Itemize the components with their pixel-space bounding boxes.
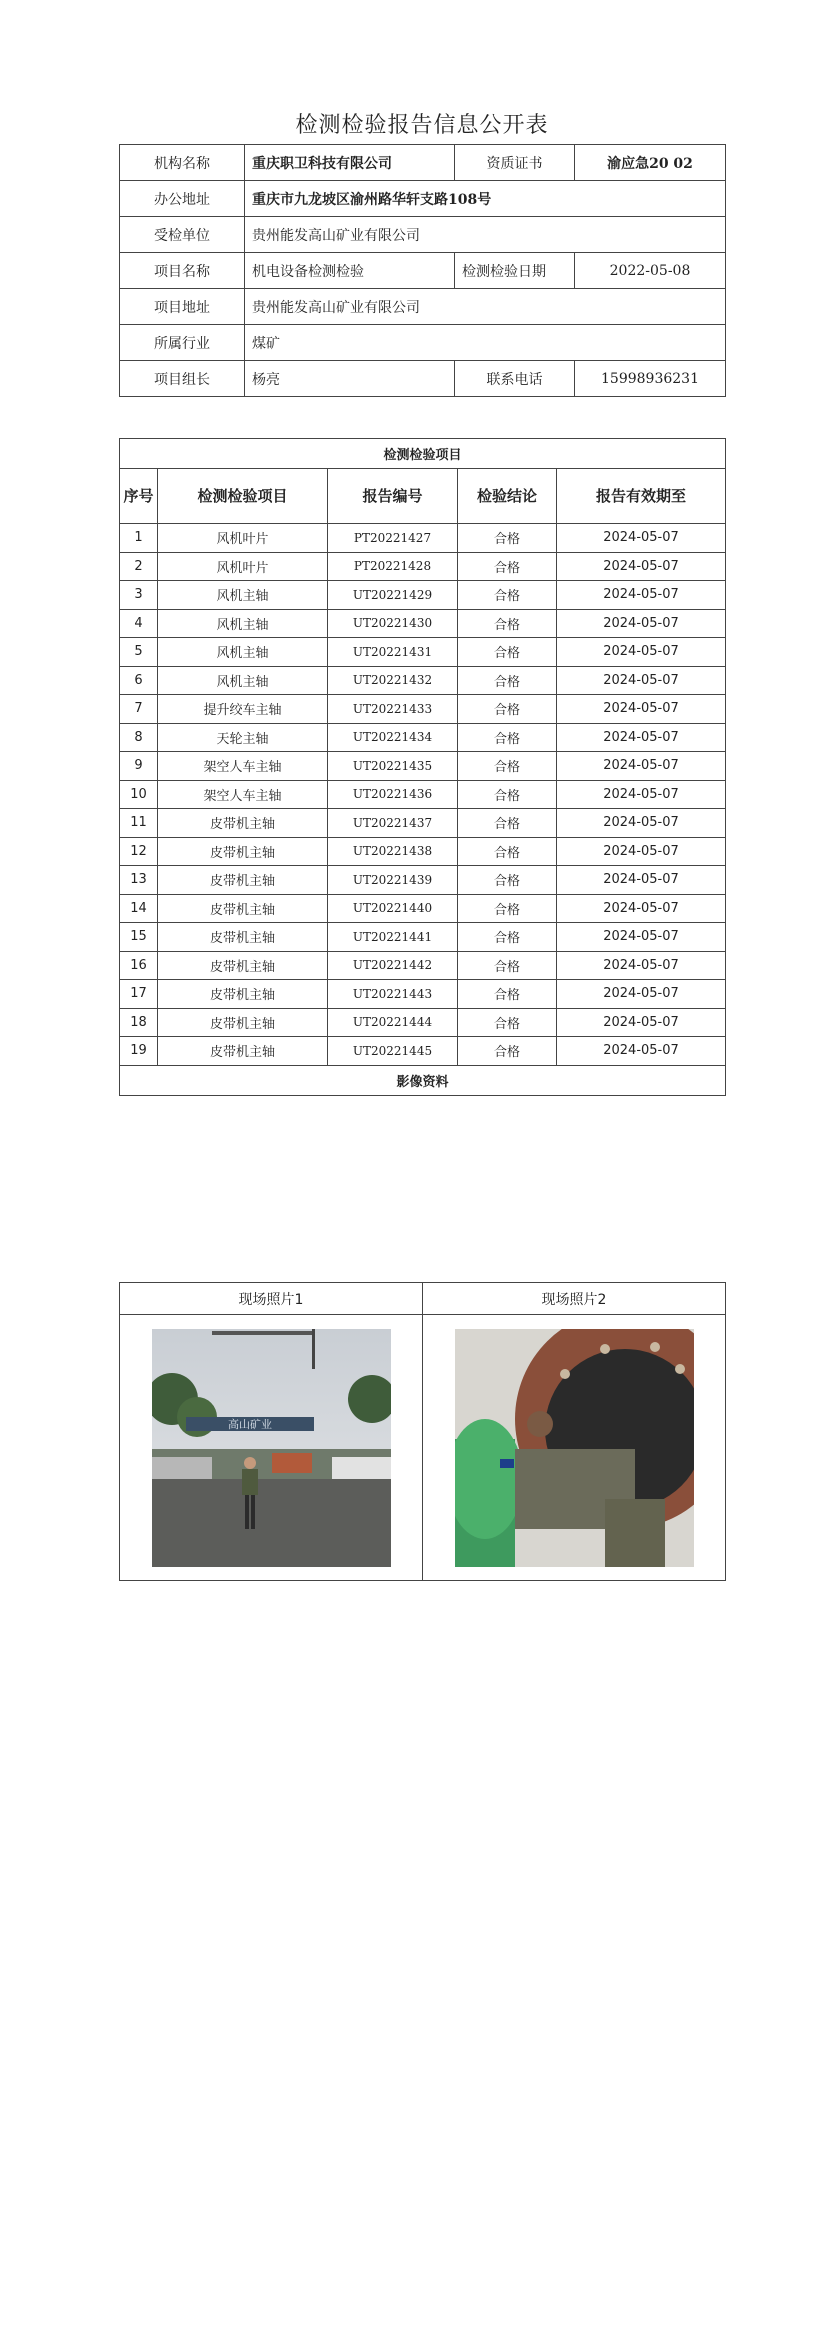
row-result: 合格 bbox=[458, 980, 557, 1009]
row-result: 合格 bbox=[458, 609, 557, 638]
table-row bbox=[120, 780, 726, 809]
office-label: 办公地址 bbox=[120, 181, 245, 217]
table-row bbox=[120, 638, 726, 667]
item-rows bbox=[120, 524, 726, 1066]
table-row bbox=[120, 581, 726, 610]
row-valid: 2024-05-07 bbox=[557, 723, 726, 752]
row-valid: 2024-05-07 bbox=[557, 581, 726, 610]
row-result: 合格 bbox=[458, 951, 557, 980]
row-item: 架空人车主轴 bbox=[158, 752, 328, 781]
row-item: 皮带机主轴 bbox=[158, 923, 328, 952]
row-seq: 8 bbox=[120, 723, 158, 752]
row-item: 皮带机主轴 bbox=[158, 1037, 328, 1066]
table-row bbox=[120, 695, 726, 724]
table-row bbox=[120, 837, 726, 866]
row-code: UT20221444 bbox=[328, 1008, 458, 1037]
row-item: 皮带机主轴 bbox=[158, 951, 328, 980]
project-label: 项目名称 bbox=[120, 253, 245, 289]
row-valid: 2024-05-07 bbox=[557, 524, 726, 553]
row-seq: 10 bbox=[120, 780, 158, 809]
row-seq: 11 bbox=[120, 809, 158, 838]
row-valid: 2024-05-07 bbox=[557, 894, 726, 923]
row-seq: 7 bbox=[120, 695, 158, 724]
row-item: 风机主轴 bbox=[158, 638, 328, 667]
row-result: 合格 bbox=[458, 1037, 557, 1066]
org-value: 重庆职卫科技有限公司 bbox=[245, 145, 455, 181]
row-item: 提升绞车主轴 bbox=[158, 695, 328, 724]
row-code: UT20221432 bbox=[328, 666, 458, 695]
row-result: 合格 bbox=[458, 723, 557, 752]
row-valid: 2024-05-07 bbox=[557, 552, 726, 581]
photo1-caption: 现场照片1 bbox=[120, 1283, 423, 1315]
info-table bbox=[119, 144, 726, 397]
row-item: 风机主轴 bbox=[158, 581, 328, 610]
row-item: 风机叶片 bbox=[158, 524, 328, 553]
row-seq: 5 bbox=[120, 638, 158, 667]
row-code: PT20221428 bbox=[328, 552, 458, 581]
photo2-caption: 现场照片2 bbox=[423, 1283, 726, 1315]
row-result: 合格 bbox=[458, 866, 557, 895]
row-code: UT20221430 bbox=[328, 609, 458, 638]
row-seq: 6 bbox=[120, 666, 158, 695]
office-value: 重庆市九龙坡区渝州路华轩支路108号 bbox=[245, 181, 726, 217]
row-result: 合格 bbox=[458, 894, 557, 923]
row-code: UT20221442 bbox=[328, 951, 458, 980]
date-value: 2022-05-08 bbox=[575, 253, 726, 289]
row-seq: 1 bbox=[120, 524, 158, 553]
row-valid: 2024-05-07 bbox=[557, 752, 726, 781]
row-code: PT20221427 bbox=[328, 524, 458, 553]
row-result: 合格 bbox=[458, 780, 557, 809]
items-table bbox=[119, 438, 726, 1096]
row-item: 皮带机主轴 bbox=[158, 837, 328, 866]
row-result: 合格 bbox=[458, 695, 557, 724]
row-valid: 2024-05-07 bbox=[557, 951, 726, 980]
row-seq: 12 bbox=[120, 837, 158, 866]
table-row bbox=[120, 723, 726, 752]
sign-text: 高山矿业 bbox=[227, 1417, 272, 1431]
row-seq: 16 bbox=[120, 951, 158, 980]
row-item: 皮带机主轴 bbox=[158, 980, 328, 1009]
row-item: 风机主轴 bbox=[158, 666, 328, 695]
table-row bbox=[120, 923, 726, 952]
table-row bbox=[120, 666, 726, 695]
project-value: 机电设备检测检验 bbox=[245, 253, 455, 289]
row-valid: 2024-05-07 bbox=[557, 638, 726, 667]
table-row bbox=[120, 809, 726, 838]
table-row bbox=[120, 980, 726, 1009]
table-row bbox=[120, 1037, 726, 1066]
row-seq: 9 bbox=[120, 752, 158, 781]
header-valid: 报告有效期至 bbox=[557, 469, 726, 524]
cert-label: 资质证书 bbox=[455, 145, 575, 181]
row-code: UT20221436 bbox=[328, 780, 458, 809]
row-code: UT20221431 bbox=[328, 638, 458, 667]
row-result: 合格 bbox=[458, 524, 557, 553]
row-result: 合格 bbox=[458, 666, 557, 695]
table-row bbox=[120, 552, 726, 581]
leader-value: 杨亮 bbox=[245, 361, 455, 397]
row-code: UT20221438 bbox=[328, 837, 458, 866]
address-label: 项目地址 bbox=[120, 289, 245, 325]
row-valid: 2024-05-07 bbox=[557, 866, 726, 895]
row-result: 合格 bbox=[458, 638, 557, 667]
row-result: 合格 bbox=[458, 581, 557, 610]
table-row bbox=[120, 894, 726, 923]
row-valid: 2024-05-07 bbox=[557, 923, 726, 952]
industry-label: 所属行业 bbox=[120, 325, 245, 361]
row-item: 皮带机主轴 bbox=[158, 894, 328, 923]
row-valid: 2024-05-07 bbox=[557, 780, 726, 809]
row-result: 合格 bbox=[458, 752, 557, 781]
row-code: UT20221440 bbox=[328, 894, 458, 923]
row-seq: 13 bbox=[120, 866, 158, 895]
row-item: 皮带机主轴 bbox=[158, 1008, 328, 1037]
site-photo-2 bbox=[455, 1329, 694, 1567]
row-result: 合格 bbox=[458, 1008, 557, 1037]
row-code: UT20221439 bbox=[328, 866, 458, 895]
table-row bbox=[120, 752, 726, 781]
header-result: 检验结论 bbox=[458, 469, 557, 524]
header-seq: 序号 bbox=[120, 469, 158, 524]
date-label: 检测检验日期 bbox=[455, 253, 575, 289]
row-result: 合格 bbox=[458, 809, 557, 838]
image-section-title: 影像资料 bbox=[120, 1065, 726, 1095]
client-label: 受检单位 bbox=[120, 217, 245, 253]
row-code: UT20221433 bbox=[328, 695, 458, 724]
row-code: UT20221429 bbox=[328, 581, 458, 610]
photos-table bbox=[119, 1282, 726, 1581]
row-code: UT20221443 bbox=[328, 980, 458, 1009]
table-row bbox=[120, 524, 726, 553]
phone-label: 联系电话 bbox=[455, 361, 575, 397]
phone-value: 15998936231 bbox=[575, 361, 726, 397]
row-valid: 2024-05-07 bbox=[557, 1008, 726, 1037]
row-valid: 2024-05-07 bbox=[557, 980, 726, 1009]
row-seq: 2 bbox=[120, 552, 158, 581]
table-row bbox=[120, 609, 726, 638]
row-item: 风机叶片 bbox=[158, 552, 328, 581]
row-item: 架空人车主轴 bbox=[158, 780, 328, 809]
address-value: 贵州能发高山矿业有限公司 bbox=[245, 289, 726, 325]
row-valid: 2024-05-07 bbox=[557, 666, 726, 695]
row-code: UT20221437 bbox=[328, 809, 458, 838]
row-valid: 2024-05-07 bbox=[557, 695, 726, 724]
row-result: 合格 bbox=[458, 837, 557, 866]
table-row bbox=[120, 866, 726, 895]
row-seq: 3 bbox=[120, 581, 158, 610]
row-valid: 2024-05-07 bbox=[557, 837, 726, 866]
site-photo-1 bbox=[152, 1329, 391, 1567]
row-item: 天轮主轴 bbox=[158, 723, 328, 752]
row-seq: 15 bbox=[120, 923, 158, 952]
row-code: UT20221435 bbox=[328, 752, 458, 781]
row-seq: 14 bbox=[120, 894, 158, 923]
row-valid: 2024-05-07 bbox=[557, 1037, 726, 1066]
table-row bbox=[120, 951, 726, 980]
row-item: 皮带机主轴 bbox=[158, 809, 328, 838]
row-seq: 17 bbox=[120, 980, 158, 1009]
cert-value: 渝应急20 02 bbox=[575, 145, 726, 181]
row-code: UT20221434 bbox=[328, 723, 458, 752]
leader-label: 项目组长 bbox=[120, 361, 245, 397]
row-valid: 2024-05-07 bbox=[557, 609, 726, 638]
items-section-title: 检测检验项目 bbox=[120, 439, 726, 469]
client-value: 贵州能发高山矿业有限公司 bbox=[245, 217, 726, 253]
page-title: 检测检验报告信息公开表 bbox=[295, 113, 549, 138]
header-code: 报告编号 bbox=[328, 469, 458, 524]
row-seq: 4 bbox=[120, 609, 158, 638]
row-seq: 19 bbox=[120, 1037, 158, 1066]
row-item: 风机主轴 bbox=[158, 609, 328, 638]
row-seq: 18 bbox=[120, 1008, 158, 1037]
row-code: UT20221441 bbox=[328, 923, 458, 952]
industry-value: 煤矿 bbox=[245, 325, 726, 361]
row-code: UT20221445 bbox=[328, 1037, 458, 1066]
row-valid: 2024-05-07 bbox=[557, 809, 726, 838]
row-item: 皮带机主轴 bbox=[158, 866, 328, 895]
row-result: 合格 bbox=[458, 923, 557, 952]
row-result: 合格 bbox=[458, 552, 557, 581]
table-row bbox=[120, 1008, 726, 1037]
org-label: 机构名称 bbox=[120, 145, 245, 181]
header-item: 检测检验项目 bbox=[158, 469, 328, 524]
